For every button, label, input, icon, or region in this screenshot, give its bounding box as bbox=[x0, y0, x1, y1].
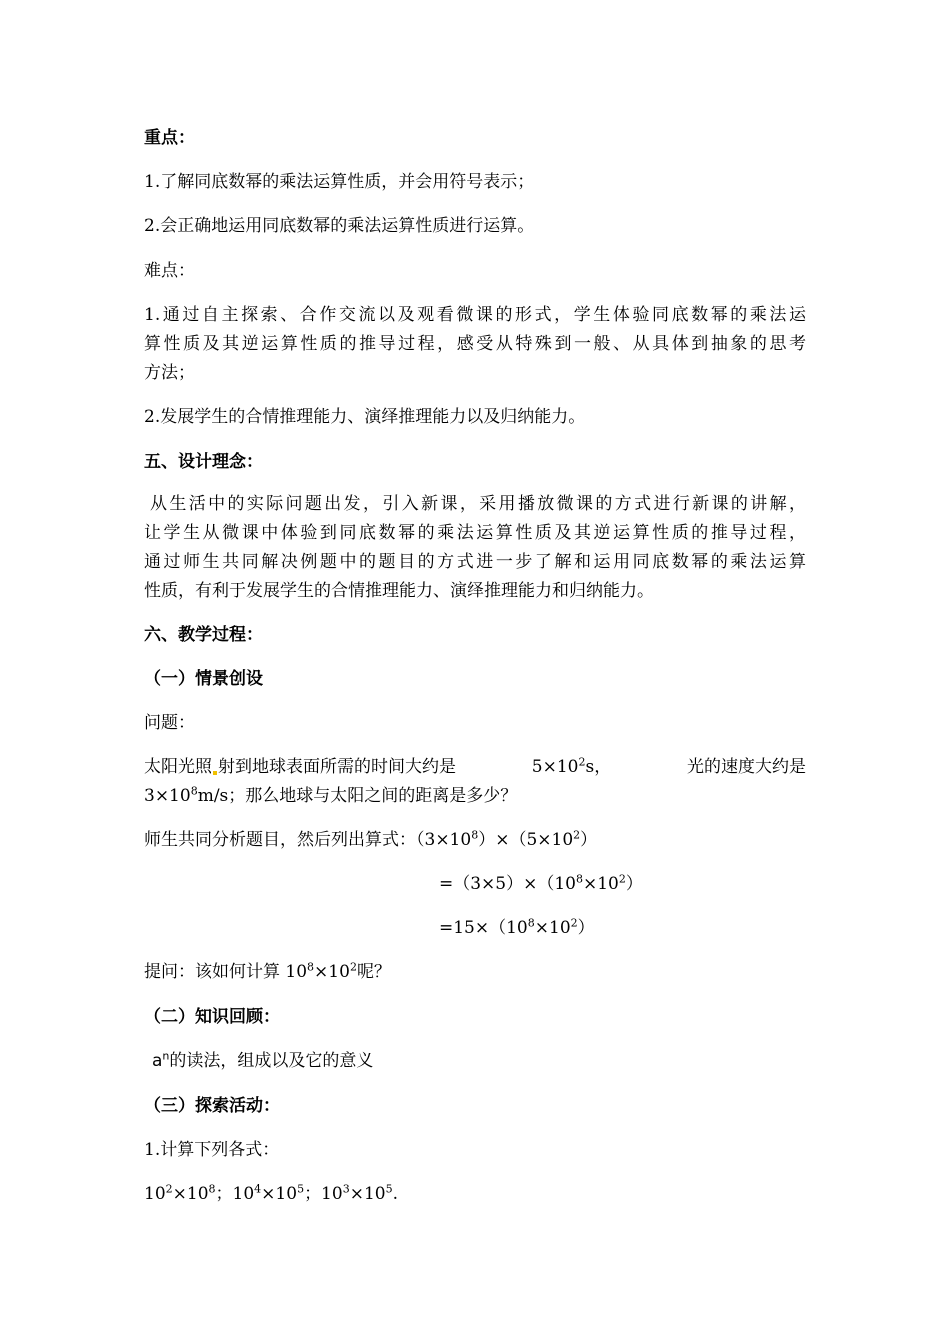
subsection-3-heading: （三）探索活动： bbox=[144, 1096, 280, 1116]
review-text: $a^n$的读法，组成以及它的意义 bbox=[152, 1049, 374, 1071]
exercise-expressions: $10^2\times 10^8$；$10^4\times 10^5$；$10^3\times 10^5$. bbox=[144, 1182, 398, 1204]
difficulty-1-line-2: 算性质及其逆运算性质的推导过程，感受从特殊到一般、从具体到抽象的思考 bbox=[144, 334, 806, 354]
section-6-heading: 六、教学过程： bbox=[144, 625, 263, 645]
design-concept-line-3: 通过师生共同解决例题中的题目的方式进一步了解和运用同底数幂的乘法运算 bbox=[144, 552, 806, 572]
question-line-1: 太阳光照 射到地球表面所需的时间大约是 $5\times 10^2s$， 光的速度大约是 bbox=[144, 755, 806, 777]
question-line-2: $3\times 10^8m/s$；那么地球与太阳之间的距离是多少？ bbox=[144, 784, 518, 806]
key-point-1: 1.了解同底数幂的乘法运算性质，并会用符号表示； bbox=[144, 172, 535, 192]
design-concept-line-4: 性质，有利于发展学生的合情推理能力、演绎推理能力和归纳能力。 bbox=[144, 581, 654, 601]
key-point-2: 2.会正确地运用同底数幂的乘法运算性质进行运算。 bbox=[144, 216, 535, 236]
equation-line-3: $=15\times(10^8\times 10^2)$ bbox=[439, 916, 595, 938]
question-label: 问题： bbox=[144, 713, 195, 733]
exercise-instruction: 1.计算下列各式： bbox=[144, 1140, 280, 1160]
subsection-1-heading: （一）情景创设 bbox=[144, 669, 263, 689]
difficulty-2: 2.发展学生的合情推理能力、演绎推理能力以及归纳能力。 bbox=[144, 407, 586, 427]
section-5-heading: 五、设计理念： bbox=[144, 452, 263, 472]
design-concept-line-2: 让学生从微课中体验到同底数幂的乘法运算性质及其逆运算性质的推导过程， bbox=[144, 523, 806, 543]
prompt-question: 提问：该如何计算 $10^8\times 10^2$呢？ bbox=[144, 960, 391, 982]
key-points-heading: 重点： bbox=[144, 128, 195, 148]
difficulties-heading: 难点： bbox=[144, 261, 195, 281]
subsection-2-heading: （二）知识回顾： bbox=[144, 1007, 280, 1027]
difficulty-1-line-1: 1.通过自主探索、合作交流以及观看微课的形式，学生体验同底数幂的乘法运 bbox=[144, 305, 806, 325]
highlight-dot bbox=[213, 771, 217, 775]
design-concept-line-1: 从生活中的实际问题出发，引入新课，采用播放微课的方式进行新课的讲解， bbox=[150, 494, 806, 514]
equation-line-2: $=(3\times 5)\times(10^8\times 10^2)$ bbox=[439, 872, 643, 894]
difficulty-1-line-3: 方法； bbox=[144, 363, 195, 383]
equation-line-1: 师生共同分析题目，然后列出算式：$(3\times 10^8)\times(5\times 10^2)$ bbox=[144, 828, 598, 850]
